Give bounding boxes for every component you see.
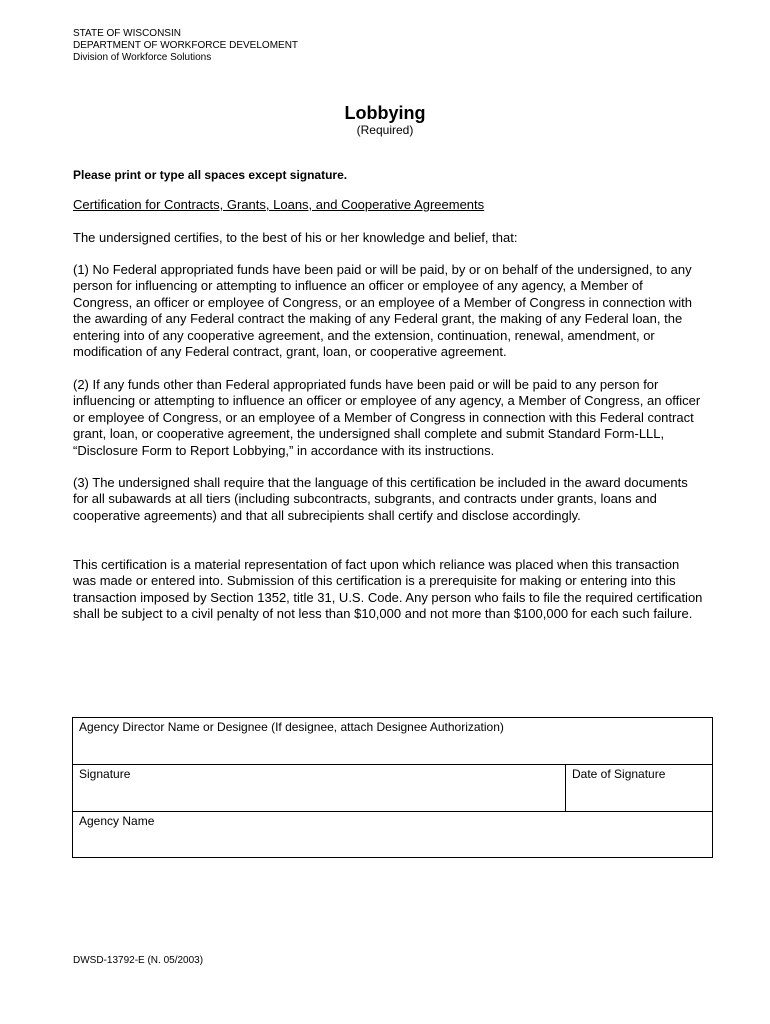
agency-row: [73, 812, 712, 857]
director-name-field[interactable]: [73, 718, 712, 764]
certification-heading: Certification for Contracts, Grants, Loans, and Cooperative Agreements: [73, 197, 485, 212]
material-representation-paragraph: This certification is a material representation of fact upon which reliance was placed when this transaction was made or entered into. Submission of this certification is a prerequisite for making or entering into this transaction imposed by Section 1352, title 31, U.S. Code. Any person who fails to file the required certification shall be subject to a civil penalty of not less than $10,000 and not more than $100,000 for each such failure.: [73, 557, 703, 622]
header-division: Division of Workforce Solutions: [73, 52, 212, 63]
director-row: [73, 718, 712, 765]
signature-field[interactable]: [73, 765, 566, 811]
date-of-signature-field[interactable]: [566, 765, 712, 811]
document-subtitle: (Required): [356, 123, 414, 137]
signature-row: [73, 765, 712, 812]
director-name-label: Agency Director Name or Designee (If designee, attach Designee Authorization): [79, 720, 504, 734]
header-department: DEPARTMENT OF WORKFORCE DEVELOMENT: [73, 40, 299, 51]
intro-paragraph: The undersigned certifies, to the best of his or her knowledge and belief, that:: [73, 230, 518, 245]
header-state: STATE OF WISCONSIN: [73, 28, 181, 39]
print-instruction: Please print or type all spaces except signature.: [73, 168, 348, 182]
form-number: DWSD-13792-E (N. 05/2003): [73, 955, 204, 966]
document-title: Lobbying: [344, 103, 426, 123]
date-of-signature-label: Date of Signature: [572, 767, 666, 781]
signature-form-table: [72, 717, 713, 858]
agency-name-field[interactable]: [73, 812, 712, 857]
clause-3-paragraph: (3) The undersigned shall require that the language of this certification be included in the award documents for all subawards at all tiers (including subcontracts, subgrants, and contracts under grants, loans and cooperative agreements) and that all subrecipients shall certify and disclose accordingly.: [73, 475, 688, 523]
agency-header: [73, 28, 298, 64]
signature-label: Signature: [79, 767, 131, 781]
agency-name-label: Agency Name: [79, 814, 155, 828]
clause-2-paragraph: (2) If any funds other than Federal appropriated funds have been paid or will be paid to any person for influencing or attempting to influence an officer or employee of any agency, a Member of Congress, an officer or employee of Congress, or an employee of a Member of Congress in connection with this Federal contract grant, loan, or cooperative agreement, the undersigned shall complete and submit Standard Form-LLL, “Disclosure Form to Report Lobbying,” in accordance with its instructions.: [73, 377, 701, 458]
clause-1-paragraph: (1) No Federal appropriated funds have been paid or will be paid, by or on behalf of the undersigned, to any person for influencing or attempting to influence an officer or employee of any agency, a Member of Congress, an officer or employee of Congress, or an employee of a Member of Congress in connection with the awarding of any Federal contract the making of any Federal grant, the making of any Federal loan, the entering into of any cooperative agreement, and the extension, continuation, renewal, amendment, or modification of any Federal contract, grant, loan, or cooperative agreement.: [73, 262, 693, 360]
